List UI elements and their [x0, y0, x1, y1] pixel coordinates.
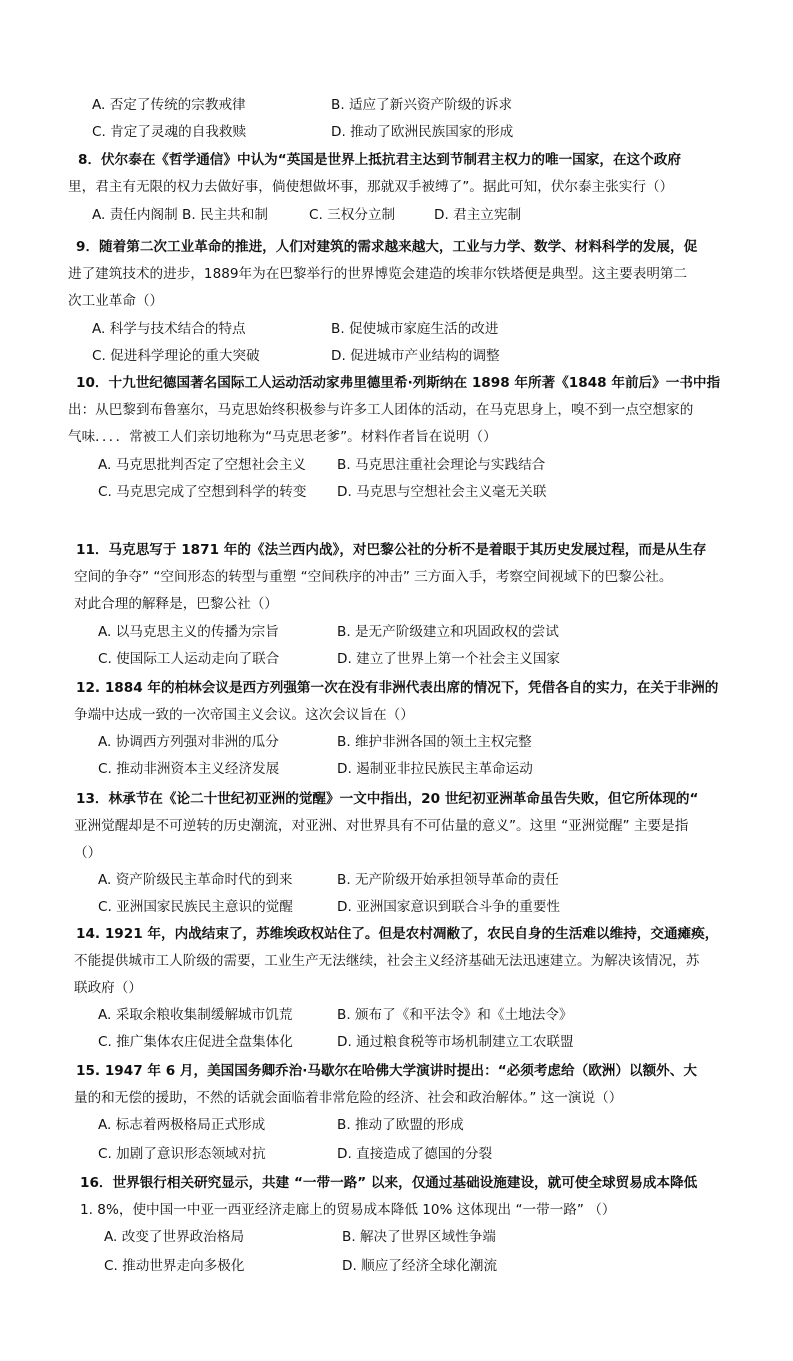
q16-option-b: B. 解决了世界区域性争端	[342, 1229, 496, 1245]
q13-stem-line-1: 13．林承节在《论二十世纪初亚洲的觉醒》一文中指出，20 世纪初亚洲革命虽告失败，但它所体现的“	[76, 791, 699, 807]
q10-option-b: B. 马克思注重社会理论与实践结合	[337, 457, 546, 473]
q16-option-a: A. 改变了世界政治格局	[104, 1229, 245, 1245]
q13-stem-line-2: 亚洲觉醒却是不可逆转的历史潮流，对亚洲、对世界具有不可估量的意义”。这里 “亚洲觉醒” 主要是指	[74, 818, 689, 834]
q16-option-d: D. 顺应了经济全球化潮流	[342, 1258, 498, 1274]
q13-option-c: C. 亚洲国家民族民主意识的觉醒	[98, 899, 293, 915]
q16-stem-line-1: 16．世界银行相关研究显示，共建 “一带一路” 以来，仅通过基础设施建设，就可使全球贸易成本降低	[80, 1175, 698, 1191]
q16-stem-line-2: 1. 8%，使中国一中亚一西亚经济走廊上的贸易成本降低 10% 这体现出 “一带一路” （）	[80, 1202, 616, 1218]
q11-stem-line-3: 对此合理的解释是，巴黎公社（）	[74, 596, 278, 612]
q10-option-a: A. 马克思批判否定了空想社会主义	[98, 457, 307, 473]
q10-option-c: C. 马克思完成了空想到科学的转变	[98, 484, 307, 500]
q9-option-d: D. 促进城市产业结构的调整	[331, 348, 500, 364]
q13-option-d: D. 亚洲国家意识到联合斗争的重要性	[337, 899, 561, 915]
q7-option-d: D. 推动了欧洲民族国家的形成	[331, 124, 514, 140]
q8-stem-line-1: 8．伏尔泰在《哲学通信》中认为“英国是世界上抵抗君主达到节制君主权力的唯一国家，在这个政府	[78, 152, 681, 168]
q15-option-a: A. 标志着两极格局正式形成	[98, 1117, 266, 1133]
q11-option-a: A. 以马克思主义的传播为宗旨	[98, 624, 279, 640]
q8-stem-line-2: 里，君主有无限的权力去做好事，倘使想做坏事，那就双手被缚了”。据此可知，伏尔泰主张实行（）	[68, 179, 674, 195]
q14-stem-line-2: 不能提供城市工人阶级的需要，工业生产无法继续，社会主义经济基础无法迅速建立。为解决该情况，苏	[74, 953, 700, 969]
q10-stem-line-3: 气味．．．．常被工人们亲切地称为“马克思老爹”。材料作者旨在说明（）	[68, 429, 497, 445]
q13-option-b: B. 无产阶级开始承担领导革命的责任	[337, 872, 559, 888]
q7-option-a: A. 否定了传统的宗教戒律	[92, 97, 246, 113]
q13-option-a: A. 资产阶级民主革命时代的到来	[98, 872, 293, 888]
q11-option-b: B. 是无产阶级建立和巩固政权的尝试	[337, 624, 559, 640]
q14-option-c: C. 推广集体农庄促进全盘集体化	[98, 1034, 293, 1050]
q8-option-d: D. 君主立宪制	[434, 207, 522, 223]
q10-stem-line-2: 出：从巴黎到布鲁塞尔，马克思始终积极参与许多工人团体的活动，在马克思身上，嗅不到一点空想家的	[68, 402, 694, 418]
q11-option-c: C. 使国际工人运动走向了联合	[98, 651, 280, 667]
q11-stem-line-1: 11．马克思写于 1871 年的《法兰西内战》，对巴黎公社的分析不是着眼于其历史发展过程，而是从生存	[76, 542, 707, 558]
q8-option-ab: A. 责任内阁制 B. 民主共和制	[92, 207, 268, 223]
q14-option-d: D. 通过粮食税等市场机制建立工农联盟	[337, 1034, 574, 1050]
q11-stem-line-2: 空间的争夺” “空间形态的转型与重塑 “空间秩序的冲击” 三方面入手，考察空间视域下的巴黎公社。	[74, 569, 673, 585]
q7-option-b: B. 适应了新兴资产阶级的诉求	[331, 97, 513, 113]
q15-option-b: B. 推动了欧盟的形成	[337, 1117, 464, 1133]
q14-option-a: A. 采取余粮收集制缓解城市饥荒	[98, 1007, 293, 1023]
q7-option-c: C. 肯定了灵魂的自我救赎	[92, 124, 247, 140]
q9-stem-line-1: 9．随着第二次工业革命的推进，人们对建筑的需求越来越大，工业与力学、数学、材料科学的发展，促	[76, 239, 698, 255]
q9-option-b: B. 促使城市家庭生活的改进	[331, 321, 499, 337]
q9-stem-line-2: 进了建筑技术的进步，1889年为在巴黎举行的世界博览会建造的埃菲尔铁塔便是典型。这主要表明第二	[68, 266, 688, 282]
q9-option-c: C. 促进科学理论的重大突破	[92, 348, 260, 364]
q10-option-d: D. 马克思与空想社会主义毫无关联	[337, 484, 547, 500]
q11-option-d: D. 建立了世界上第一个社会主义国家	[337, 651, 561, 667]
q9-option-a: A. 科学与技术结合的特点	[92, 321, 246, 337]
q14-stem-line-1: 14. 1921 年，内战结束了，苏维埃政权站住了。但是农村凋敝了，农民自身的生活难以维持，交通瘫痪，	[76, 926, 719, 942]
q12-option-a: A. 协调西方列强对非洲的瓜分	[98, 734, 279, 750]
q8-option-c: C. 三权分立制	[309, 207, 396, 223]
q10-stem-line-1: 10．十九世纪德国著名国际工人运动活动家弗里德里希·列斯纳在 1898 年所著《1848 年前后》一书中指	[76, 375, 721, 391]
q12-option-d: D. 遏制亚非拉民族民主革命运动	[337, 761, 533, 777]
q13-stem-line-3: （）	[74, 845, 102, 861]
q16-option-c: C. 推动世界走向多极化	[104, 1258, 245, 1274]
q15-option-d: D. 直接造成了德国的分裂	[337, 1146, 493, 1162]
q12-option-c: C. 推动非洲资本主义经济发展	[98, 761, 280, 777]
q15-option-c: C. 加剧了意识形态领域对抗	[98, 1146, 266, 1162]
q12-stem-line-2: 争端中达成一致的一次帝国主义会议。这次会议旨在（）	[74, 707, 414, 723]
q15-stem-line-2: 量的和无偿的援助，不然的话就会面临着非常危险的经济、社会和政治解体。” 这一演说（）	[74, 1090, 623, 1106]
q12-stem-line-1: 12. 1884 年的柏林会议是西方列强第一次在没有非洲代表出席的情况下，凭借各自的实力，在关于非洲的	[76, 680, 719, 696]
q14-stem-line-3: 联政府（）	[74, 980, 142, 996]
q9-stem-line-3: 次工业革命（）	[68, 293, 164, 309]
q15-stem-line-1: 15. 1947 年 6 月，美国国务卿乔治·马歇尔在哈佛大学演讲时提出：“必须考虑给（欧洲）以额外、大	[76, 1063, 697, 1079]
q14-option-b: B. 颁布了《和平法令》和《土地法令》	[337, 1007, 573, 1023]
q12-option-b: B. 维护非洲各国的领土主权完整	[337, 734, 532, 750]
